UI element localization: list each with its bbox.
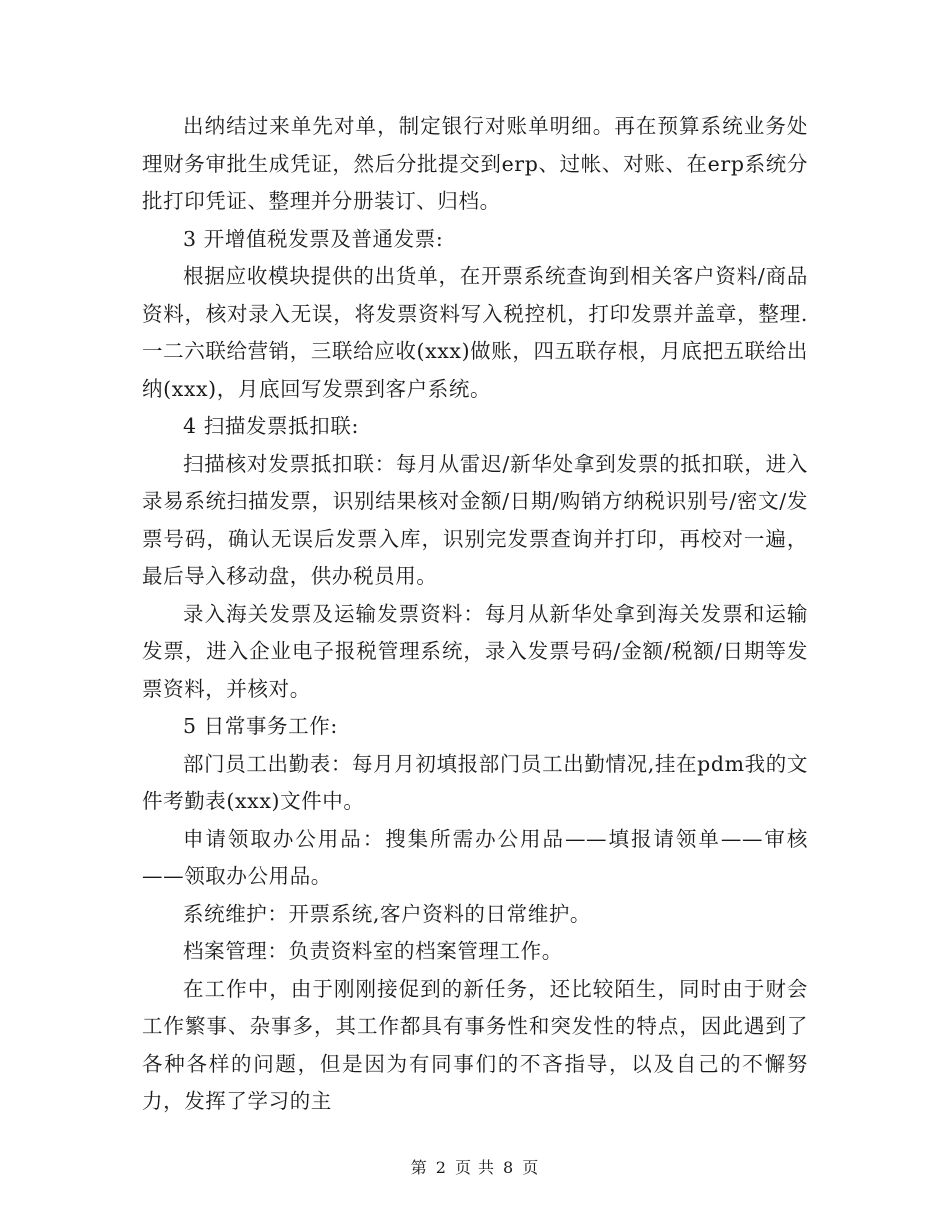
section-heading-4: 4 扫描发票抵扣联: [183,414,359,438]
paragraph-5: 部门员工出勤表：每月月初填报部门员工出勤情况,挂在pdm我的文件考勤表(xxx)文件中。 [142,751,808,813]
page-footer [0,1155,950,1178]
document-body [142,108,808,1121]
paragraph-6: 申请领取办公用品：搜集所需办公用品——填报请领单——审核——领取办公用品。 [142,826,808,888]
paragraph-2: 根据应收模块提供的出货单，在开票系统查询到相关客户资料/商品资料，核对录入无误，将发票资料写入税控机，打印发票并盖章，整理.一二六联给营销，三联给应收(xxx)做账，四五联存根，月底把五联给出纳(xxx)，月底回写发票到客户系统。 [142,264,808,401]
paragraph-1: 出纳结过来单先对单，制定银行对账单明细。再在预算系统业务处理财务审批生成凭证，然后分批提交到erp、过帐、对账、在erp系统分批打印凭证、整理并分册装订、归档。 [142,114,808,213]
footer-total-pages: 8 [503,1158,515,1177]
footer-prefix: 第 [410,1158,428,1177]
paragraph-9: 在工作中，由于刚刚接促到的新任务，还比较陌生，同时由于财会工作繁事、杂事多，其工作都具有事务性和突发性的特点，因此遇到了各种各样的问题，但是因为有同事们的不吝指导，以及自己的不懈努力，发挥了学习的主 [142,976,808,1113]
paragraph-8: 档案管理：负责资料室的档案管理工作。 [183,939,563,963]
footer-page-number: 2 [435,1158,447,1177]
section-heading-3: 3 开增值税发票及普通发票: [183,226,444,251]
footer-middle: 页 共 [454,1158,496,1177]
footer-suffix: 页 [522,1158,540,1177]
section-heading-5: 5 日常事务工作: [183,714,338,738]
paragraph-7: 系统维护：开票系统,客户资料的日常维护。 [183,901,592,926]
paragraph-3: 扫描核对发票抵扣联：每月从雷迟/新华处拿到发票的抵扣联，进入录易系统扫描发票，识别结果核对金额/日期/购销方纳税识别号/密文/发票号码，确认无误后发票入库，识别完发票查询并打印，再校对一遍，最后导入移动盘，供办税员用。 [142,451,808,588]
paragraph-4: 录入海关发票及运输发票资料：每月从新华处拿到海关发票和运输发票，进入企业电子报税管理系统，录入发票号码/金额/税额/日期等发票资料，并核对。 [142,601,808,701]
